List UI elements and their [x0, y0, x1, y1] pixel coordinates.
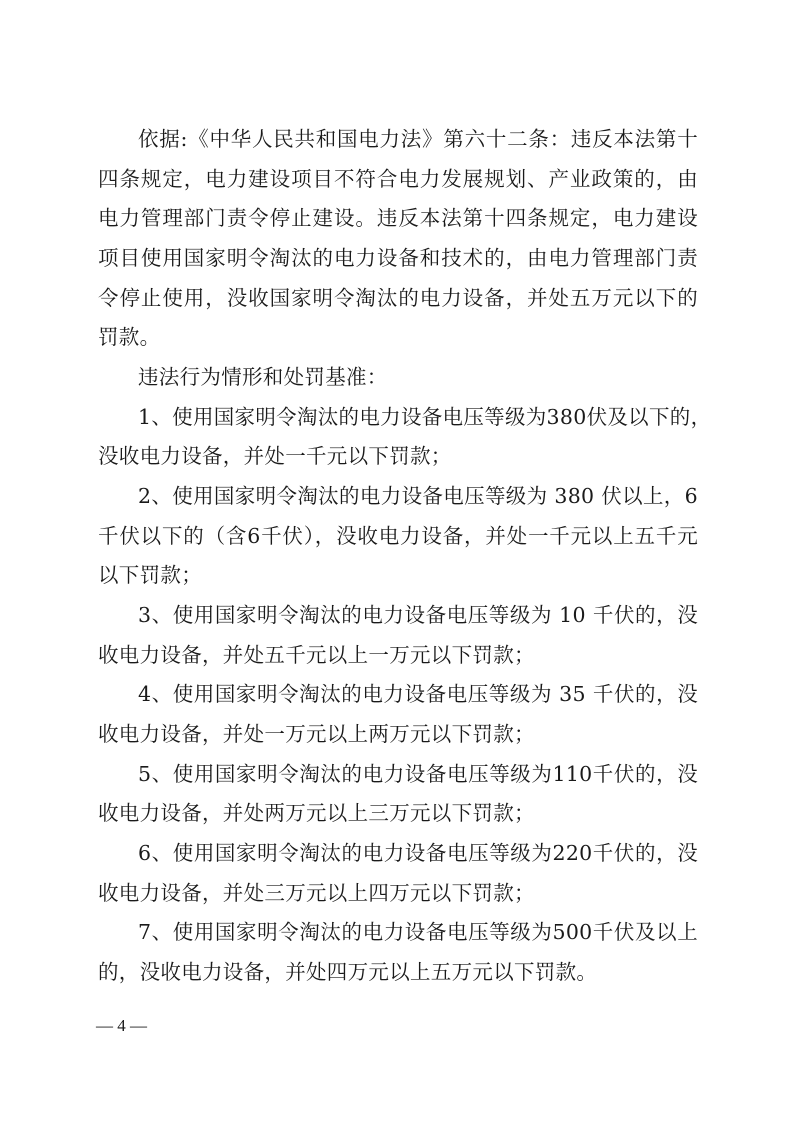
text-line: 1、使用国家明令淘汰的电力设备电压等级为380伏及以下的， [138, 405, 712, 429]
text-line: 依据:《中华人民共和国电力法》第六十二条：违反本法第十 [138, 127, 698, 151]
text-line: 5、使用国家明令淘汰的电力设备电压等级为110千伏的，没 [138, 762, 698, 786]
text-line: 4、使用国家明令淘汰的电力设备电压等级为 35 千伏的，没 [138, 682, 698, 706]
text-line: 2、使用国家明令淘汰的电力设备电压等级为 380 伏以上，6 [138, 484, 698, 508]
text-line: 的，没收电力设备，并处四万元以上五万元以下罚款。 [98, 960, 598, 984]
text-line: 7、使用国家明令淘汰的电力设备电压等级为500千伏及以上 [138, 920, 698, 944]
text-line: 罚款。 [98, 325, 161, 349]
section-heading: 违法行为情形和处罚基准： [138, 365, 388, 389]
text-line: 收电力设备，并处三万元以上四万元以下罚款； [98, 881, 535, 905]
text-line: 收电力设备，并处五千元以上一万元以下罚款； [98, 643, 535, 667]
page-number: — 4 — [96, 1016, 147, 1035]
text-line: 电力管理部门责令停止建设。违反本法第十四条规定，电力建设 [98, 206, 698, 230]
text-line: 四条规定，电力建设项目不符合电力发展规划、产业政策的，由 [98, 167, 698, 191]
text-line: 没收电力设备，并处一千元以下罚款； [98, 444, 452, 468]
text-line: 收电力设备，并处两万元以上三万元以下罚款； [98, 801, 535, 825]
text-line: 6、使用国家明令淘汰的电力设备电压等级为220千伏的，没 [138, 841, 698, 865]
text-line: 以下罚款； [98, 563, 202, 587]
text-line: 千伏以下的（含6千伏），没收电力设备，并处一千元以上五千元 [98, 524, 698, 548]
text-line: 令停止使用，没收国家明令淘汰的电力设备，并处五万元以下的 [98, 286, 698, 310]
text-line: 项目使用国家明令淘汰的电力设备和技术的，由电力管理部门责 [98, 246, 698, 270]
text-line: 收电力设备，并处一万元以上两万元以下罚款； [98, 722, 535, 746]
text-line: 3、使用国家明令淘汰的电力设备电压等级为 10 千伏的，没 [138, 603, 698, 627]
